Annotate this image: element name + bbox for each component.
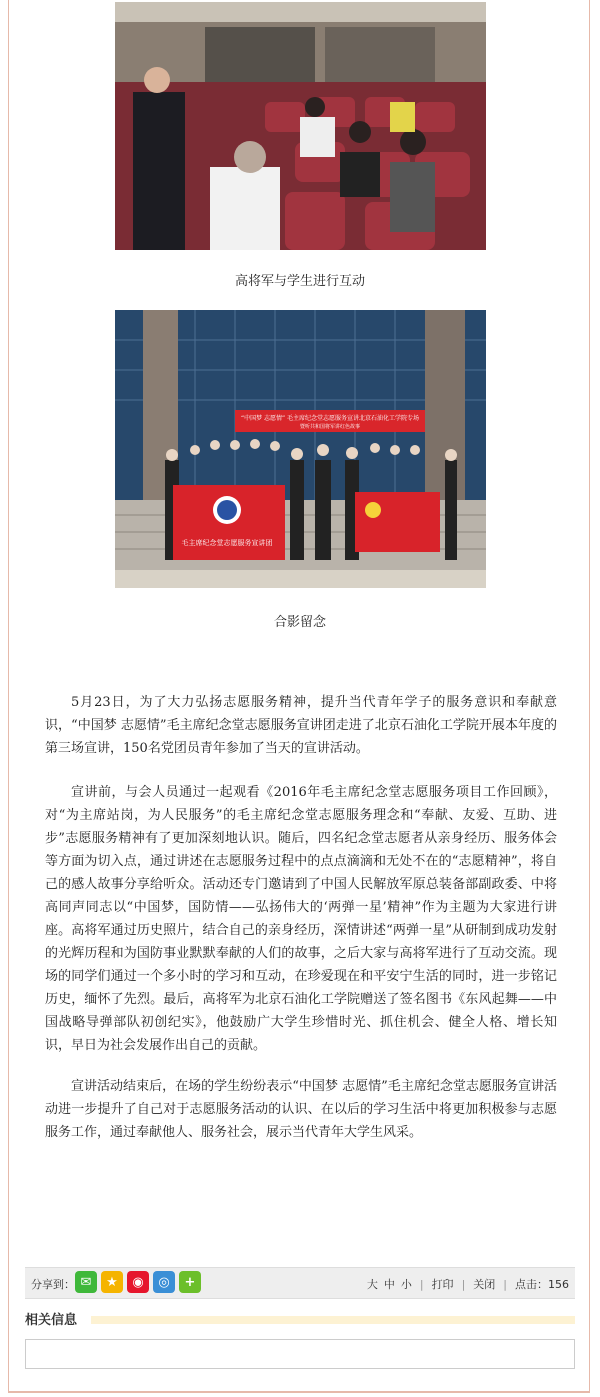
font-size-medium-link[interactable]: 中 xyxy=(383,1278,395,1291)
article-paragraph-3: 宣讲活动结束后，在场的学生纷纷表示“中国梦 志愿情”毛主席纪念堂志愿服务宣讲活动进一步提升了自己对于志愿服务活动的认识、在以后的学习生活中将更加积极参与志愿服务工作，通过奉献他人、服务社会，展示当代青年大学生风采。 xyxy=(45,1079,557,1140)
group-flag-text: 毛主席纪念堂志愿服务宣讲团 xyxy=(181,539,273,547)
print-link[interactable]: 打印 xyxy=(431,1278,454,1291)
related-info-list xyxy=(25,1339,575,1369)
article-paragraph-2: 宣讲前，与会人员通过一起观看《2016年毛主席纪念堂志愿服务项目工作回顾》，对“为主席站岗，为人民服务”的毛主席纪念堂志愿服务理念和“奉献、友爱、互助、进步”志愿服务精神有了更加深刻地认识。随后，四名纪念堂志愿者从亲身经历、服务体会等方面为切入点，通过讲述在志愿服务过程中的点点滴滴和无处不在的“志愿精神”，将自己的感人故事分享给听众。活动还专门邀请到了中国人民解放军原总装备部副政委、中将高同声同志以“中国梦，国防情——弘扬伟大的‘两弹一星’精神”作为主题为大家进行讲座。高将军通过历史照片，结合自己的亲身经历，深情讲述“两弹一星”从研制到成功发射的光辉历程和为国防事业默默奉献的人们的故事，之后大家与高将军进行了互动交流。现场的同学们通过一个多小时的学习和互动，在珍爱现在和平安宁生活的同时，进一步铭记历史，缅怀了先烈。最后，高将军为北京石油化工学院赠送了签名图书《东风起舞——中国战略导弹部队初创纪实》，他鼓励广大学生珍惜时光、抓住机会、健全人格、增长知识，早日为社会发展作出自己的贡献。 xyxy=(45,785,557,1053)
font-size-small-link[interactable]: 小 xyxy=(400,1278,412,1291)
photo-group-caption: 合影留念 xyxy=(273,615,326,630)
hits-label: 点击： xyxy=(515,1278,548,1291)
article-paragraph-1: 5月23日，为了大力弘扬志愿服务精神，提升当代青年学子的服务意识和奉献意识，“中国梦 志愿情”毛主席纪念堂志愿服务宣讲团走进了北京石油化工学院开展本年度的第三场宣讲，150名党团员青年参加了当天的宣讲活动。 xyxy=(45,695,557,756)
share-bar xyxy=(25,1267,575,1299)
qzone-icon[interactable]: ★ xyxy=(101,1271,123,1293)
photo-interaction-caption: 高将军与学生进行互动 xyxy=(234,274,365,289)
related-info-header xyxy=(25,1309,575,1329)
hits-count: 156 xyxy=(548,1277,569,1291)
close-link[interactable]: 关闭 xyxy=(473,1278,496,1291)
photo-group-image xyxy=(115,310,486,588)
more-share-icon[interactable]: + xyxy=(179,1271,201,1293)
photo-interaction xyxy=(115,2,486,250)
related-info-divider xyxy=(91,1316,575,1324)
tencent-weibo-icon[interactable]: ◎ xyxy=(153,1271,175,1293)
photo-group xyxy=(115,310,486,588)
group-banner-text: “中国梦 志愿情” 毛主席纪念堂志愿服务宣讲北京石油化工学院专场 xyxy=(240,415,420,422)
wechat-icon[interactable]: ✉ xyxy=(75,1271,97,1293)
group-banner-subtext: 暨听共和国将军讲红色故事 xyxy=(299,424,361,430)
share-label: 分享到： xyxy=(31,1278,75,1291)
photo-interaction-image xyxy=(115,2,486,250)
related-info-title: 相关信息 xyxy=(25,1313,78,1328)
weibo-icon[interactable]: ◉ xyxy=(127,1271,149,1293)
font-size-large-link[interactable]: 大 xyxy=(366,1278,378,1291)
share-icons xyxy=(75,1271,201,1293)
article-tools: 大 中 小 | 打印 | 关闭 | 点击： 156 xyxy=(366,1277,569,1291)
